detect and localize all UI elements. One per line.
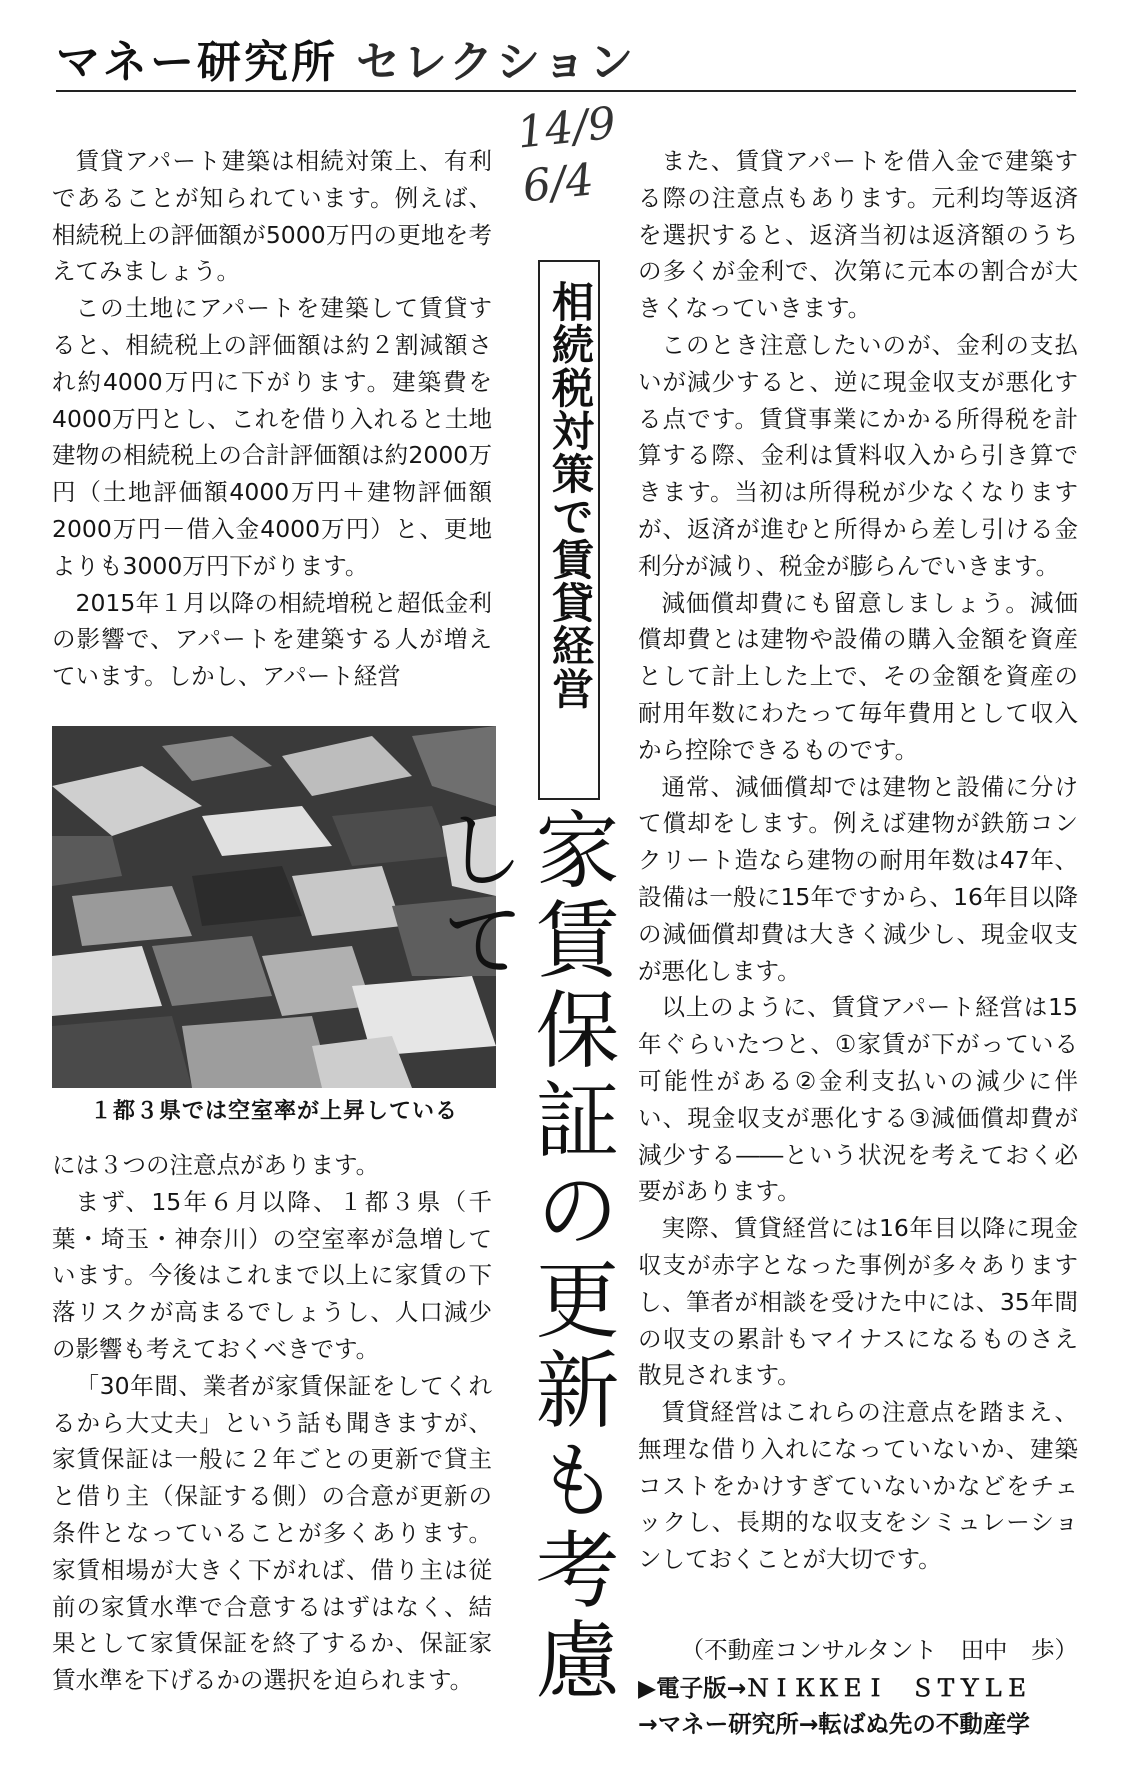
page-title [56,37,637,88]
paragraph: 以上のように、賃貸アパート経営は15年ぐらいたつと、①家賃が下がっている可能性がある②金利支払いの減少に伴い、現金収支が悪化する③減価償却費が減少する――という状況を考えておく必要があります。 [638,993,1078,1206]
header-rule [56,90,1076,92]
paragraph: 減価償却費にも留意しましょう。減価償却費とは建物や設備の購入金額を資産として計上した上で、その金額を資産の耐用年数にわたって毎年費用として収入から控除できるものです。 [638,588,1078,764]
footer-note [638,1670,1078,1742]
footer-line-1: ▶電子版→ＮＩＫＫＥＩ ＳＴＹＬＥ [638,1674,1029,1702]
footer-line-2: →マネー研究所→転ばぬ先の不動産学 [638,1710,1030,1738]
paragraph: このとき注意したいのが、金利の支払いが減少すると、逆に現金収支が悪化する点です。賃貸事業にかかる所得税を計算する際、金利は賃料収入から引き算できます。当初は所得税が少なくなりますが、返済が進むと所得から差し引ける金利分が減り、税金が膨らんでいきます。 [638,330,1078,580]
paragraph: 賃貸経営はこれらの注意点を踏まえ、無理な借り入れになっていないか、建築コストをかけすぎていないかなどをチェックし、長期的な収支をシミュレーションしておくことが大切です。 [638,1398,1078,1574]
paragraph: まず、15年６月以降、１都３県（千葉・埼玉・神奈川）の空室率が急増しています。今後はこれまで以上に家賃の下落リスクが高まるでしょうし、人口減少の影響も考えておくべきです。 [52,1187,492,1363]
right-column [638,143,1078,1578]
handwritten-date: 14/9 6/4 [514,97,619,213]
paragraph: には３つの注意点があります。 [52,1151,380,1179]
paragraph: 実際、賃貸経営には16年目以降に現金収支が赤字となった事例が多々ありますし、筆者が相談を受けた中には、35年間の収支の累計もマイナスになるものさえ散見されます。 [638,1214,1078,1390]
paragraph: 2015年１月以降の相続増税と超低金利の影響で、アパートを建築する人が増えています。しかし、アパート経営 [52,588,492,691]
paragraph: 「30年間、業者が家賃保証をしてくれるから大丈夫」という話も聞きますが、家賃保証は一般に２年ごとの更新で貸主と借り主（保証する側）の合意が更新の条件となっていることが多くあります。家賃相場が大きく下がれば、借り主は従前の家賃水準で合意するはずはなく、結果として家賃保証を終了するか、保証家賃水準を下げるかの選択を迫られます。 [52,1371,492,1695]
paragraph: この土地にアパートを建築して賃貸すると、相続税上の評価額は約２割減額され約4000万円に下がります。建築費を4000万円とし、これを借り入れると土地建物の相続税上の合計評価額は約2000万円（土地評価額4000万円＋建物評価額2000万円－借入金4000万円）と、更地よりも3000万円下がります。 [52,294,492,580]
subheadline-box [538,260,600,800]
headline: 家賃保証の更新も考慮して [428,806,620,1706]
subheadline: 相続税対策で賃貸経営 [546,280,595,710]
byline: （不動産コンサルタント 田中 歩） [680,1636,1078,1664]
title-main: マネー研究所 [56,37,338,88]
left-column-bottom [52,1147,492,1699]
left-column-top [52,143,492,695]
paragraph: 通常、減価償却では建物と設備に分けて償却をします。例えば建物が鉄筋コンクリート造なら建物の耐用年数は47年、設備は一般に15年ですから、16年目以降の減価償却費は大きく減少し、現金収支が悪化します。 [638,772,1078,985]
paragraph: 賃貸アパート建築は相続対策上、有利であることが知られています。例えば、相続税上の評価額が5000万円の更地を考えてみましょう。 [52,147,492,286]
paragraph: また、賃貸アパートを借入金で建築する際の注意点もあります。元利均等返済を選択すると、返済当初は返済額のうちの多くが金利で、次第に元本の割合が大きくなっていきます。 [638,147,1078,323]
title-sub: セレクション [356,37,637,88]
photo-caption: １都３県では空室率が上昇している [89,1099,458,1124]
